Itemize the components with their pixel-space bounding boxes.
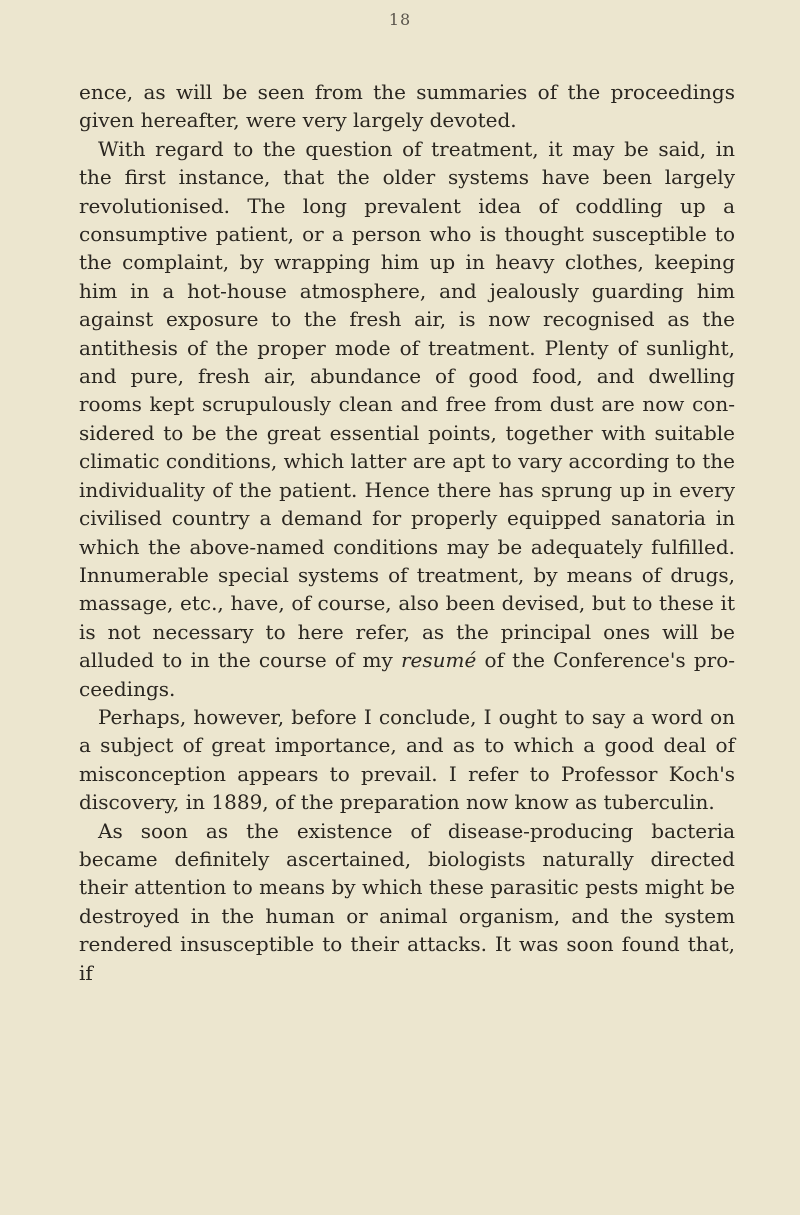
- page-number: 18: [388, 10, 412, 29]
- italic-term: resumé: [400, 648, 477, 673]
- paragraph-text: With regard to the question of treatment, it may be said, in the first instance, that the older systems have been largely revolutionised. The long prevalent idea of coddling up a consumptive patient, or a person who is thought susceptible to the complaint, by wrapping him up in heavy clothes, keeping him in a hot-house atmosphere, and jealously guarding him against exposure to the fresh air, is now recognised as the antithesis of the proper mode of treatment. Plenty of sunlight, and pure, fresh air, abundance of good food, and dwelling rooms kept scrupulously clean and free from dust are now considered to be the great essential points, together with suitable climatic conditions, which latter are apt to vary according to the individuality of the patient. Hence there has sprung up in every civilised country a demand for properly equipped sanatoria in which the above-named conditions may be adequately fulfilled. Innumerable special systems of treatment, by means of drugs, massage, etc., have, of course, also been devised, but to these it is not necessary to here refer, as the principal ones will be alluded to in the course of my: [79, 136, 735, 673]
- paragraph-text: of the Conference's proceedings.: [79, 648, 736, 701]
- paragraph-treatment: [79, 135, 735, 703]
- body-text: [79, 78, 735, 987]
- paragraph-tuberculin: Perhaps, however, before I conclude, I ought to say a word on a subject of great importance, and as to which a good deal of misconception appears to prevail. I refer to Professor Koch's discovery, in 1889, of the preparation now know as tuberculin.: [79, 704, 735, 815]
- paragraph-bacteria: As soon as the existence of disease-producing bacteria became definitely ascertained, biologists naturally directed their attention to means by which these parasitic pests might be destroyed in the human or animal organism, and the system rendered insusceptible to their attacks. It was soon found that, if: [79, 818, 735, 985]
- paragraph-continuation: ence, as will be seen from the summaries of the proceedings given hereafter, were very largely devoted.: [79, 80, 735, 133]
